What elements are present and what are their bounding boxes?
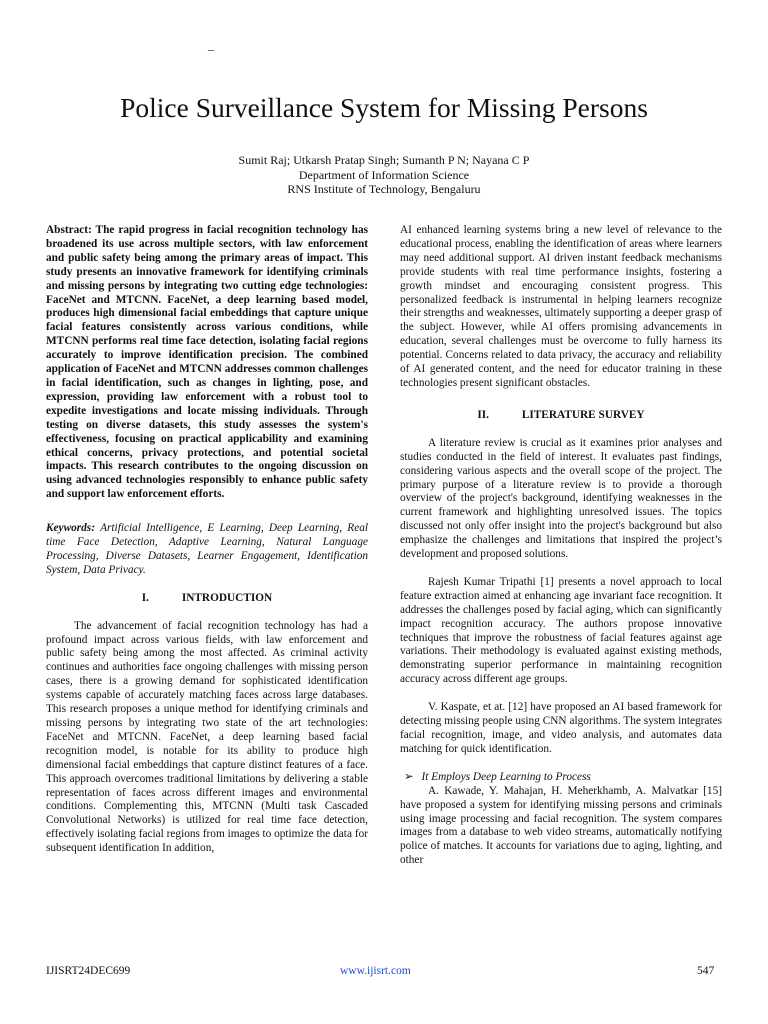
section-heading-introduction xyxy=(46,592,368,606)
section-heading-literature xyxy=(400,409,722,423)
introduction-paragraph: The advancement of facial recognition technology has had a profound impact across various fields, with law enforcement and public safety being among the most affected. As criminal activity continues and authorities face ongoing challenges with missing person cases, there is a growing demand for sophisticated identification systems capable of accurately matching faces across large databases. This research proposes a unique method for identifying criminals and missing persons by integrating two state of the art technologies: FaceNet and MTCNN. FaceNet, a deep learning based facial recognition model, is notable for its ability to produce high dimensional facial embeddings that capture distinct features of a face. This approach overcomes traditional limitations by delivering a stable representation of faces across different images and environmental conditions. Complementing this, MTCNN (Multi task Cascaded Convolutional Networks) is utilized for real time face detection, effectively isolating facial regions from images to optimize the data for subsequent identification In addition, xyxy=(46,619,368,855)
section-number: II. xyxy=(477,408,490,421)
kawade-paragraph: A. Kawade, Y. Mahajan, H. Meherkhamb, A. Malvatkar [15] have proposed a system for identifying missing persons and criminals using image processing and facial recognition. The system compares images from a database to web video streams, automatically notifying police of matches. It accounts for variations due to aging, lighting, and other xyxy=(400,784,722,867)
literature-paragraph: A literature review is crucial as it examines prior analyses and studies conducted in the field of interest. It evaluates past findings, considering various aspects and the overall scope of the project. The primary purpose of a literature review is to provide a thorough overview of the project's background, identifying weaknesses in the current framework and highlighting unresolved issues. The topics discussed not only offer insight into the project's background but also emphasize the challenges and limitations that inspired the project’s development and proposed solutions. xyxy=(400,436,722,561)
header-dash: – xyxy=(208,42,214,56)
keywords xyxy=(46,522,368,578)
keywords-text: Artificial Intelligence, E Learning, Deep Learning, Real time Face Detection, Adaptive Learning, Natural Language Processing, Diverse Datasets, Learner Engagement, Identification System, Data Privacy. xyxy=(46,522,368,576)
subheading-deep-learning xyxy=(400,771,722,785)
author-block xyxy=(0,153,768,197)
section-title: LITERATURE SURVEY xyxy=(521,408,645,421)
section-number: I. xyxy=(141,591,149,604)
footer-page-number: 547 xyxy=(697,965,715,977)
left-column xyxy=(46,224,368,856)
paper-title: Police Surveillance System for Missing Persons xyxy=(120,92,648,123)
arrow-bullet-icon: ➢ xyxy=(404,770,414,783)
kaspate-paragraph: V. Kaspate, et at. [12] have proposed an AI based framework for detecting missing people using CNN algorithms. The system integrates facial recognition, image, and video analysis, and automates data matching for quick identification. xyxy=(400,701,722,755)
right-column xyxy=(400,224,722,868)
section-title: INTRODUCTION xyxy=(181,591,273,604)
author-names: Sumit Raj; Utkarsh Pratap Singh; Sumanth P N; Nayana C P xyxy=(238,153,530,167)
subheading-text: It Employs Deep Learning to Process xyxy=(421,770,591,783)
footer-paper-id: IJISRT24DEC699 xyxy=(46,965,131,977)
department: Department of Information Science xyxy=(298,167,470,182)
tripathi-paragraph: Rajesh Kumar Tripathi [1] presents a novel approach to local feature extraction aimed at enhancing age invariant face recognition. It addresses the challenges posed by facial aging, which can significantly impact recognition accuracy. The authors propose innovative techniques that improve the robustness of facial features against age variations. Their methodology is evaluated against existing methods, demonstrating superior performance in maintaining recognition accuracy across different age groups. xyxy=(400,575,722,686)
footer-website-link[interactable]: www.ijisrt.com xyxy=(340,965,411,977)
keywords-label: Keywords: xyxy=(46,522,95,535)
abstract: Abstract: The rapid progress in facial recognition technology has broadened its use across multiple sectors, with law enforcement and public safety being among the primary areas of impact. This study presents an innovative framework for identifying criminals and missing persons by integrating two cutting edge technologies: FaceNet and MTCNN. FaceNet, a deep learning based model, produces high dimensional facial embeddings that capture unique facial features consistently across various conditions, while MTCNN performs real time face detection, isolating facial regions accurately to improve identification precision. The combined application of FaceNet and MTCNN addresses common challenges in facial identification, such as changes in lighting, pose, and expression, providing law enforcement with a robust tool to expedite investigations and locate missing individuals. Through testing on diverse datasets, this study assesses the system's effectiveness, focusing on practical applicability and examining ethical concerns, privacy protections, and potential societal impacts. This research contributes to the ongoing discussion on using advanced technologies responsibly to enhance public safety and support law enforcement efforts. xyxy=(46,224,368,501)
ai-paragraph: AI enhanced learning systems bring a new level of relevance to the educational process, enabling the identification of areas where learners may need additional support. AI driven instant feedback mechanisms provide students with real time performance insights, fostering a growth mindset and encouraging consistent progress. This personalized feedback is instrumental in helping learners recognize their strengths and weaknesses, ultimately supporting a deeper grasp of the subject. However, while AI offers promising advancements in education, several challenges must be overcome to fully harness its potential. Concerns related to data privacy, the accuracy and reliability of AI generated content, and the need for educator training in these technologies present significant obstacles. xyxy=(400,224,722,389)
institution: RNS Institute of Technology, Bengaluru xyxy=(287,182,481,196)
